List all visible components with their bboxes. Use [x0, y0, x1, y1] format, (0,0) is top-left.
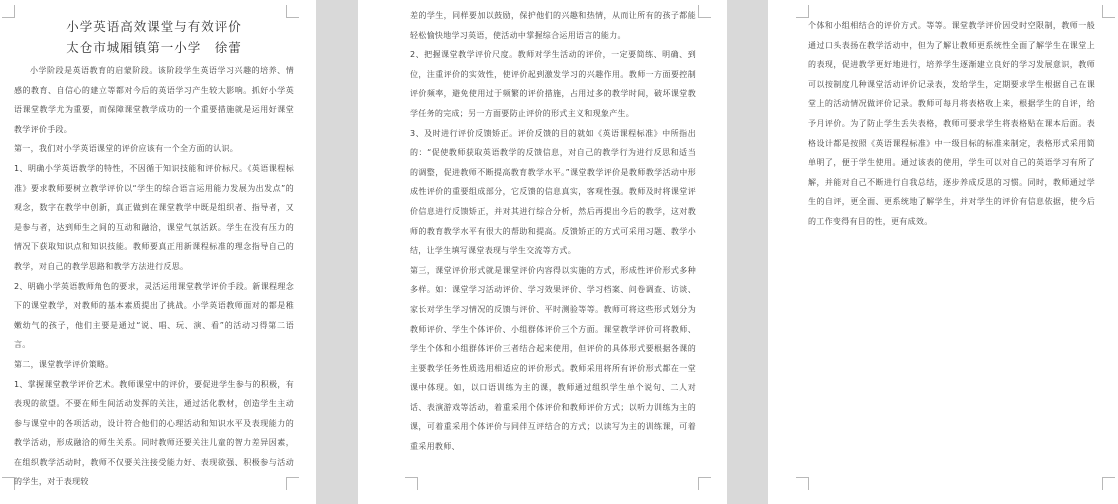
margin-corner-mark — [698, 477, 711, 490]
margin-corner-mark — [796, 477, 809, 490]
paragraph: 第二，课堂教学评价策略。 — [14, 359, 114, 369]
document-page-1 — [0, 0, 316, 504]
paragraph: 2、把握课堂教学评价尺度。教师对学生活动的评价，一定要简练、明确、到位，注重评价的实效性，使评价起到激发学习的兴趣作用。教师一方面要控制评价频率，避免使用过于频繁的评价措施，占用过多的教学时间，破坏课堂教学任务的完成；另一方面要防止评价的形式主义和现象产生。 — [410, 50, 696, 118]
document-title: 小学英语高效课堂与有效评价 — [66, 19, 242, 34]
margin-corner-mark — [405, 477, 418, 490]
page-body[interactable] — [14, 16, 294, 492]
paragraph: 3、及时进行评价反馈矫正。评价反馈的目的就如《英语课程标准》中所指出的：“促使教师获取英语教学的反馈信息，对自己的教学行为进行反思和适当的调整，促进教师不断提高教育教学水平。”课堂教学评价是教师教学活动中形成性评价的重要组成部分，它反馈的信息真实，客观性强。教师及时将课堂评价信息进行反馈矫正，并对其进行综合分析，然后再提出今后的教学，这对教师的教育教学水平有很大的帮助和提高。反馈矫正的方式可采用习题、教学小结，让学生填写课堂表现与学生交流等方式。 — [410, 128, 696, 256]
paragraph: 个体和小组相结合的评价方式。等等。课堂教学评价因受时空限制，教师一般通过口头表扬在教学活动中，但为了解让教师更系统性全面了解学生在课堂上的表现，促进教学更好地进行，培养学生逐渐建立良好的学习发展意识，教师可以按制度几种课堂活动评价记录表，发给学生，定期要求学生根据自己在课堂上的活动情况做评价记录。教师可每月将表格收上来，根据学生的自评，给予月评价。为了防止学生丢失表格，教师可要求学生将表格贴在课本后面。表格设计都是按照《英语课程标准》中一级目标的标准来制定，表格形式采用简单明了，便于学生使用。通过该表的使用，学生可以对自己的英语学习有所了解，并能对自己不断进行自我总结，逐步养成反思的习惯。同时，教师通过学生的自评，更全面、更系统地了解学生，并对学生的评价有信息依据，使今后的工作变得有目的性，更有成效。 — [808, 21, 1095, 226]
document-page-3 — [768, 0, 1118, 504]
page-body[interactable] — [808, 16, 1095, 232]
paragraph: 1、掌握课堂教学评价艺术。教师课堂中的评价，要促进学生参与的积极，有表现的欲望。不要在师生间活动发挥的关注，通过活化教材，创造学生主动参与课堂中的各项活动，设计符合他们的心理活动和知识水平及表现能力的教学活动，形成融洽的师生关系。同时教师还要关注儿童的智力差异因素，在组织教学活动时，教师不仅要关注接受能力好、表现欲强、积极参与活动的学生，对于表现较 — [14, 379, 294, 487]
paragraph: 1、明确小学英语教学的特性，不因循于知识技能和评价标尺。《英语课程标准》要求教师要树立教学评价以“学生的综合语言运用能力发展为出发点”的观念，数字在教学中创新，真正做到在课堂教学中既是组织者、指导者，又是参与者，达到师生之间的互动和融洽，课堂气氛活跃。学生在没有压力的情况下获取知识点和知识技能。教师要真正用新课程标准的理念指导自己的教学，对自己的教学思路和教学方法进行反思。 — [14, 163, 294, 271]
margin-corner-mark — [698, 5, 711, 18]
paragraph: 2、明确小学英语教师角色的要求，灵活运用课堂教学评价手段。新课程理念下的课堂教学，对教师的基本素质提出了挑战。小学英语教师面对的都是稚嫩幼气的孩子，他们主要是通过“说、唱、玩、演、看”的活动习得第二语言。 — [14, 281, 294, 350]
margin-corner-mark — [1102, 5, 1115, 18]
paragraph: 第一，我们对小学英语课堂的评价应该有一个全方面的认识。 — [14, 144, 239, 154]
document-page-2 — [358, 0, 727, 504]
margin-corner-mark — [1102, 477, 1115, 490]
document-byline: 太仓市城厢镇第一小学 徐蕾 — [66, 40, 242, 55]
paragraph: 第三，课堂评价形式就是课堂评价内容得以实施的方式，形成性评价形式多种多样。如：课堂学习活动评价、学习效果评价、学习档案、问卷调查、访谈、家长对学生学习情况的反馈与评价、平时测验等等。教师可将这些形式划分为教师评价、学生个体评价、小组群体评价三个方面。课堂教学评价可将教师、学生个体和小组群体评价三者结合起来使用，但评价的具体形式要根据各课的主要教学任务性质选用相适应的评价形式。教师采用将所有评价形式都在一堂课中体现。如，以口语训练为主的课，教师通过组织学生单个说句、二人对话、表演游戏等活动，着重采用个体评价和教师评价方式；以听力训练为主的课，可着重采用个体评价与同伴互评结合的方式；以读写为主的训练课，可着重采用教师、 — [410, 265, 696, 452]
paragraph: 小学阶段是英语教育的启蒙阶段。该阶段学生英语学习兴趣的培养、情感的教育、自信心的建立等都对今后的英语学习产生较大影响。抓好小学英语课堂教学尤为重要，而保障课堂教学成功的一个重要措施就是运用好课堂教学评价手段。 — [14, 66, 294, 134]
paragraph: 差的学生，同样要加以鼓励，保护他们的兴趣和热情，从而让所有的孩子都能轻松愉快地学习英语，使活动中掌握综合运用语言的能力。 — [410, 11, 696, 40]
page-body[interactable] — [410, 6, 696, 457]
